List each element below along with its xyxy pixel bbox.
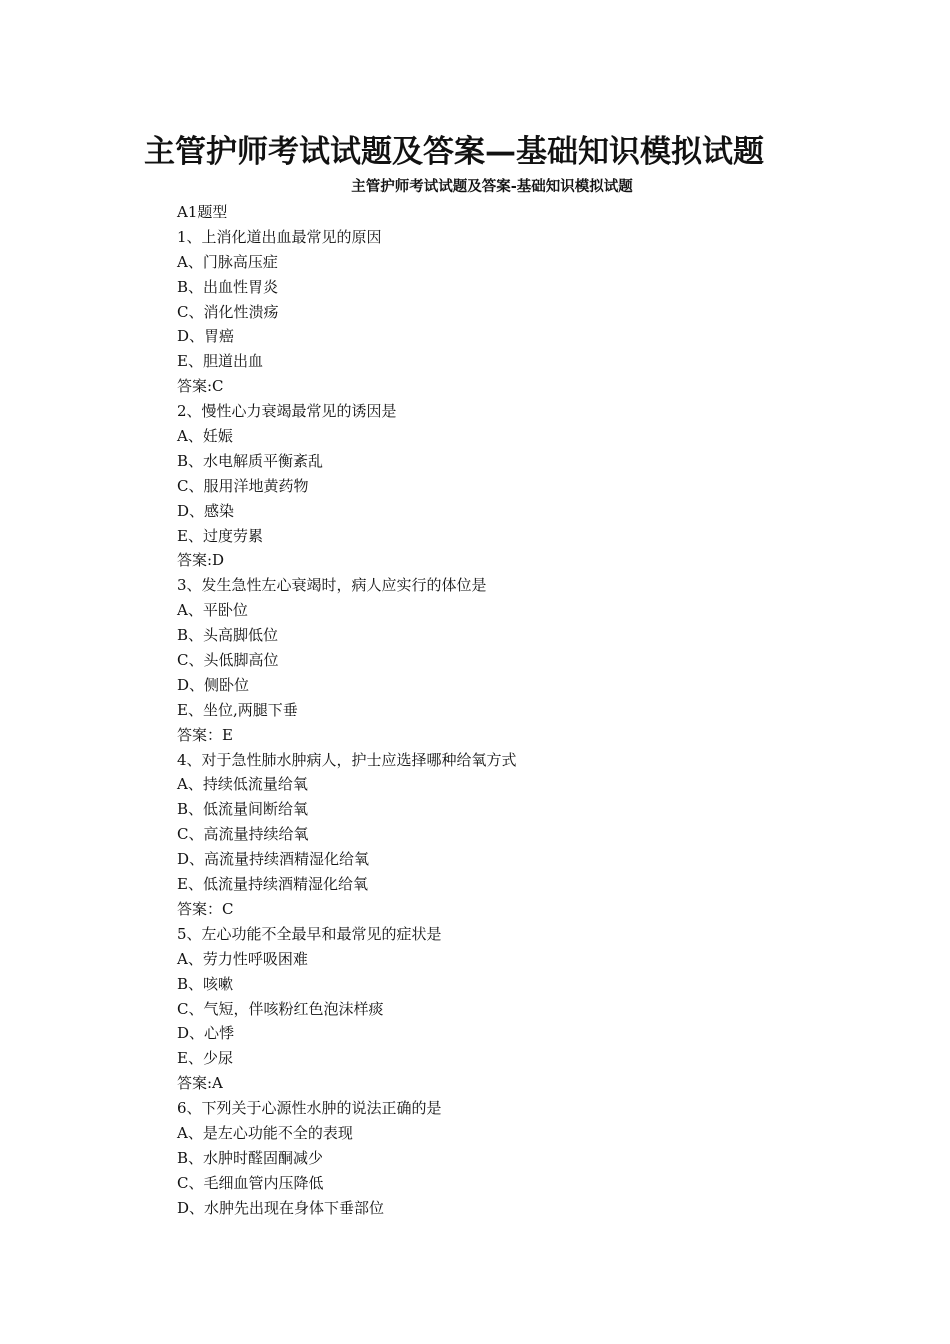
text-line: B、出血性胃炎 xyxy=(177,277,279,296)
text-line: C、头低脚高位 xyxy=(177,651,279,670)
text-line: A、是左心功能不全的表现 xyxy=(177,1123,353,1142)
text-line: D、感染 xyxy=(177,501,235,520)
text-line: D、心悸 xyxy=(177,1024,235,1043)
text-line: B、水电解质平衡紊乱 xyxy=(177,451,324,470)
text-line: B、低流量间断给氧 xyxy=(177,800,309,819)
text-line: A、持续低流量给氧 xyxy=(177,775,308,794)
text-line: E、低流量持续酒精湿化给氧 xyxy=(177,875,368,894)
text-line: D、侧卧位 xyxy=(177,675,250,694)
text-line: B、水肿时醛固酮减少 xyxy=(177,1148,324,1167)
text-line: E、胆道出血 xyxy=(177,352,263,371)
text-line: E、少尿 xyxy=(177,1049,233,1068)
text-line: A1题型 xyxy=(177,203,228,221)
text-line: 5、左心功能不全最早和最常见的症状是 xyxy=(177,924,442,943)
text-line: C、高流量持续给氧 xyxy=(177,825,309,844)
document-subtitle: 主管护师考试试题及答案-基础知识模拟试题 xyxy=(351,179,633,195)
text-line: D、水肿先出现在身体下垂部位 xyxy=(177,1198,385,1217)
text-line: 3、发生急性左心衰竭时，病人应实行的体位是 xyxy=(177,576,487,595)
page-title: 主管护师考试试题及答案—基础知识模拟试题 xyxy=(144,134,764,170)
text-line: C、毛细血管内压降低 xyxy=(177,1173,324,1192)
text-line: C、气短，伴咳粉红色泡沫样痰 xyxy=(177,999,384,1018)
text-line: 6、下列关于心源性水肿的说法正确的是 xyxy=(177,1099,442,1118)
text-line: 答案：C xyxy=(177,899,234,918)
text-line: 4、对于急性肺水肿病人，护士应选择哪种给氧方式 xyxy=(177,750,517,769)
text-line: B、头高脚低位 xyxy=(177,626,279,645)
text-line: C、消化性溃疡 xyxy=(177,302,279,321)
text-line: A、妊娠 xyxy=(177,427,233,446)
text-line: D、高流量持续酒精湿化给氧 xyxy=(177,850,370,869)
text-line: A、平卧位 xyxy=(177,601,248,620)
text-line: 答案：E xyxy=(177,725,233,744)
text-line: 答案:D xyxy=(177,551,225,570)
text-line: 1、上消化道出血最常见的原因 xyxy=(177,227,382,246)
text-line: E、过度劳累 xyxy=(177,526,263,545)
text-line: E、坐位,两腿下垂 xyxy=(177,700,298,719)
text-line: B、咳嗽 xyxy=(177,974,234,993)
text-line: C、服用洋地黄药物 xyxy=(177,476,309,495)
text-line: 2、慢性心力衰竭最常见的诱因是 xyxy=(177,402,397,421)
text-line: 答案:C xyxy=(177,377,224,396)
text-line: 答案:A xyxy=(177,1074,223,1093)
text-line: A、门脉高压症 xyxy=(177,252,278,271)
text-line: D、胃癌 xyxy=(177,327,235,346)
text-line: A、劳力性呼吸困难 xyxy=(177,949,308,968)
document-body xyxy=(177,200,517,1221)
